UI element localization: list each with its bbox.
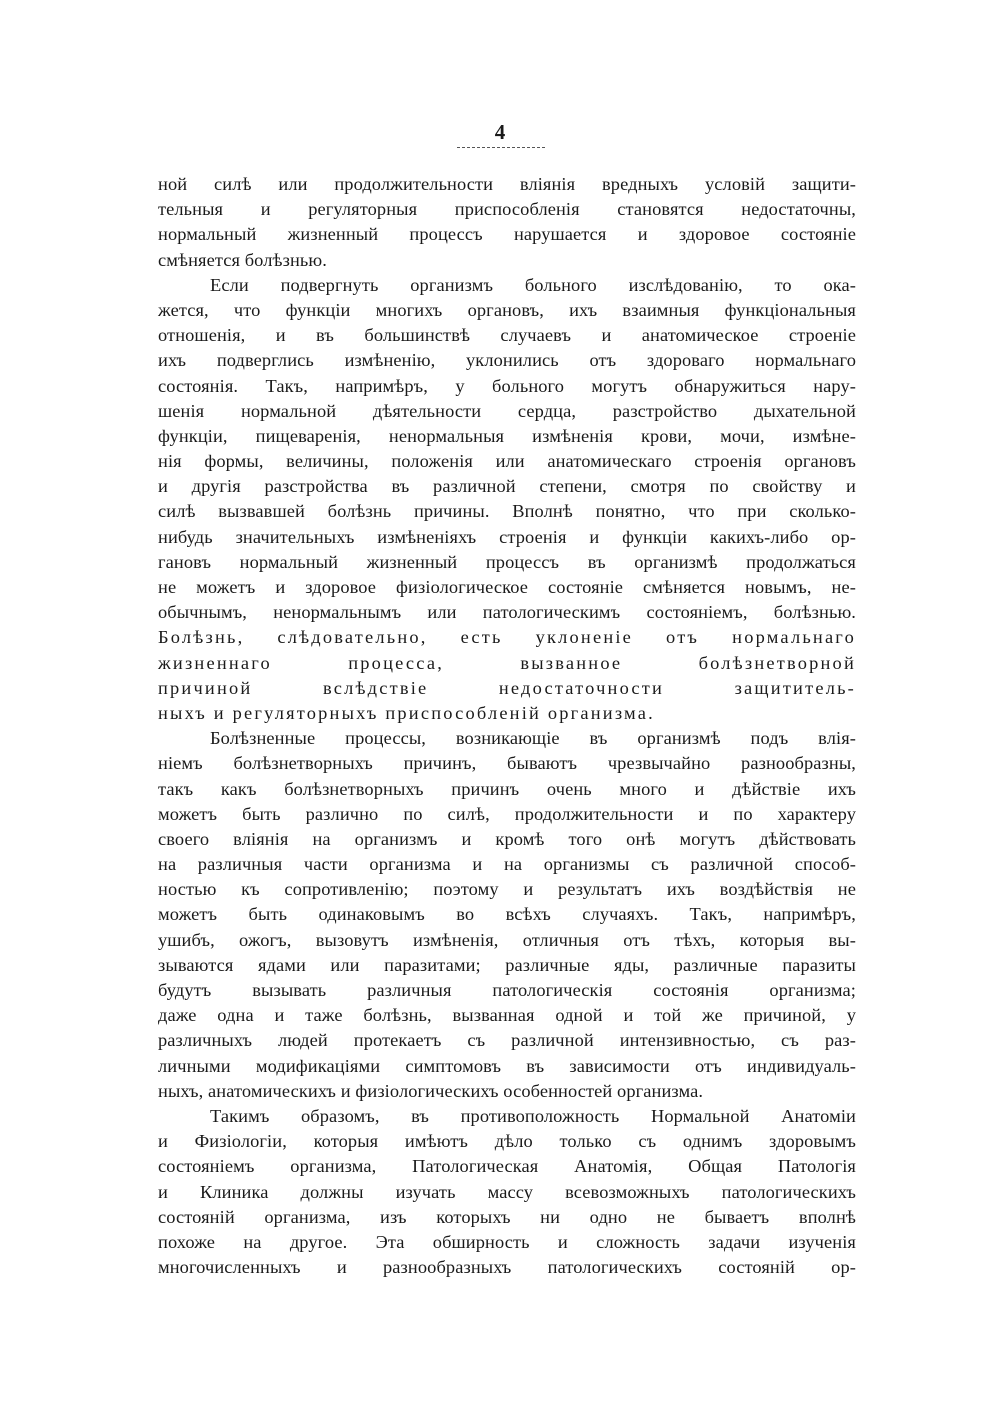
text-line: ніемъ болѣзнетворныхъ причинъ, бываютъ чрезвычайно разнообразны,: [158, 753, 856, 774]
text-line: будутъ вызывать различныя патологическія состоянія организма;: [158, 980, 856, 1000]
text-line: Такимъ образомъ, въ противоположность Нормальной Анатоміи: [210, 1105, 856, 1126]
text-line: даже одна и таже болѣзнь, вызванная одной и той же причиной, у: [158, 1005, 856, 1026]
paragraph-continuation: [158, 172, 856, 273]
text-line: и Клиника должны изучать массу всевозможныхъ патологическихъ: [158, 1181, 856, 1202]
text-line: нибудь значительныхъ измѣненіяхъ строенія и функціи какихъ-либо ор-: [158, 526, 856, 547]
text-line: на различныя части организма и на организмы съ различной способ-: [158, 854, 856, 875]
page-body-text: [158, 172, 856, 1280]
text-line: ной силѣ или продолжительности вліянія вредныхъ условій защити-: [158, 174, 856, 194]
text-line: нія формы, величины, положенія или анатомическаго строенія органовъ: [158, 451, 856, 472]
text-line: своего вліянія на организмъ и кромѣ того онѣ могутъ дѣйствовать: [158, 828, 856, 849]
text-line: гановъ нормальный жизненный процессъ въ организмѣ продолжаться: [158, 551, 856, 572]
definition-line-spaced: Болѣзнь, слѣдовательно, есть уклоненіе отъ нормальнаго: [158, 627, 856, 648]
text-line: похоже на другое. Эта обширность и сложность задачи изученія: [158, 1231, 856, 1252]
text-line: такъ какъ болѣзнетворныхъ причинъ очень много и дѣйствіе ихъ: [158, 778, 856, 799]
text-line: личными модификаціями симптомовъ въ зависимости отъ индивидуаль-: [158, 1055, 856, 1076]
text-line: зываются ядами или паразитами; различные яды, различные паразиты: [158, 954, 856, 975]
text-line: ихъ подверглись измѣненію, уклонились отъ здороваго нормальнаго: [158, 350, 856, 371]
text-line: и Физіологіи, которыя имѣютъ дѣло только съ однимъ здоровымъ: [158, 1131, 856, 1152]
text-line: смѣняется болѣзнью.: [158, 249, 327, 270]
paragraph-disease-processes: [158, 726, 856, 1104]
text-line: состоянія. Такъ, напримѣръ, у больного могутъ обнаружиться нару-: [158, 375, 856, 396]
text-line: ныхъ, анатомическихъ и физіологическихъ особенностей организма.: [158, 1080, 704, 1101]
paragraph-examination: [158, 273, 856, 726]
text-line: не можетъ и здоровое физіологическое состояніе смѣняется новымъ, не-: [158, 577, 856, 597]
text-line: отношенія, и въ большинствѣ случаевъ и анатомическое строеніе: [158, 325, 856, 346]
text-line: Болѣзненные процессы, возникающіе въ организмѣ подъ влія-: [210, 728, 856, 749]
page-number: 4: [494, 120, 506, 144]
text-line: тельныя и регуляторныя приспособленія становятся недостаточны,: [158, 199, 856, 220]
text-line: жется, что функціи многихъ органовъ, ихъ взаимныя функціональныя: [158, 299, 856, 320]
text-line: обычнымъ, ненормальнымъ или патологическимъ состояніемъ, болѣзнью.: [158, 602, 856, 623]
text-line: ностью къ сопротивленію; поэтому и результатъ ихъ воздѣйствія не: [158, 879, 856, 900]
definition-line-spaced: причиной вслѣдствіе недостаточности защититель-: [158, 677, 856, 698]
text-line: функціи, пищеваренія, ненормальныя измѣненія крови, мочи, измѣне-: [158, 425, 856, 446]
text-line: можетъ быть одинаковымъ во всѣхъ случаяхъ. Такъ, напримѣръ,: [158, 904, 856, 925]
text-line: различныхъ людей протекаетъ съ различной интензивностью, съ раз-: [158, 1030, 856, 1051]
text-line: нормальный жизненный процессъ нарушается и здоровое состояніе: [158, 224, 856, 245]
text-line: можетъ быть различно по силѣ, продолжительности и по характеру: [158, 803, 856, 824]
text-line: силѣ вызвавшей болѣзнь причины. Вполнѣ понятно, что при сколько-: [158, 501, 856, 522]
paragraph-conclusion: [158, 1104, 856, 1280]
text-line: Если подвергнуть организмъ больного изслѣдованію, то ока-: [210, 274, 856, 295]
text-line: состояніемъ организма, Патологическая Анатомія, Общая Патологія: [158, 1156, 856, 1177]
text-line: ушибъ, ожогъ, вызовутъ измѣненія, отличныя отъ тѣхъ, которыя вы-: [158, 929, 856, 950]
text-line: и другія разстройства въ различной степени, смотря по свойству и: [158, 476, 856, 497]
text-line: многочисленныхъ и разнообразныхъ патологическихъ состояній ор-: [158, 1257, 856, 1278]
page-number-rule: [457, 147, 545, 148]
definition-line-spaced: жизненнаго процесса, вызванное болѣзнетворной: [158, 652, 856, 673]
text-line: шенія нормальной дѣятельности сердца, разстройство дыхательной: [158, 400, 856, 421]
text-line: состояній организма, изъ которыхъ ни одно не бываетъ вполнѣ: [158, 1206, 856, 1227]
definition-line-spaced: ныхъ и регуляторныхъ приспособленій организма.: [158, 702, 655, 723]
